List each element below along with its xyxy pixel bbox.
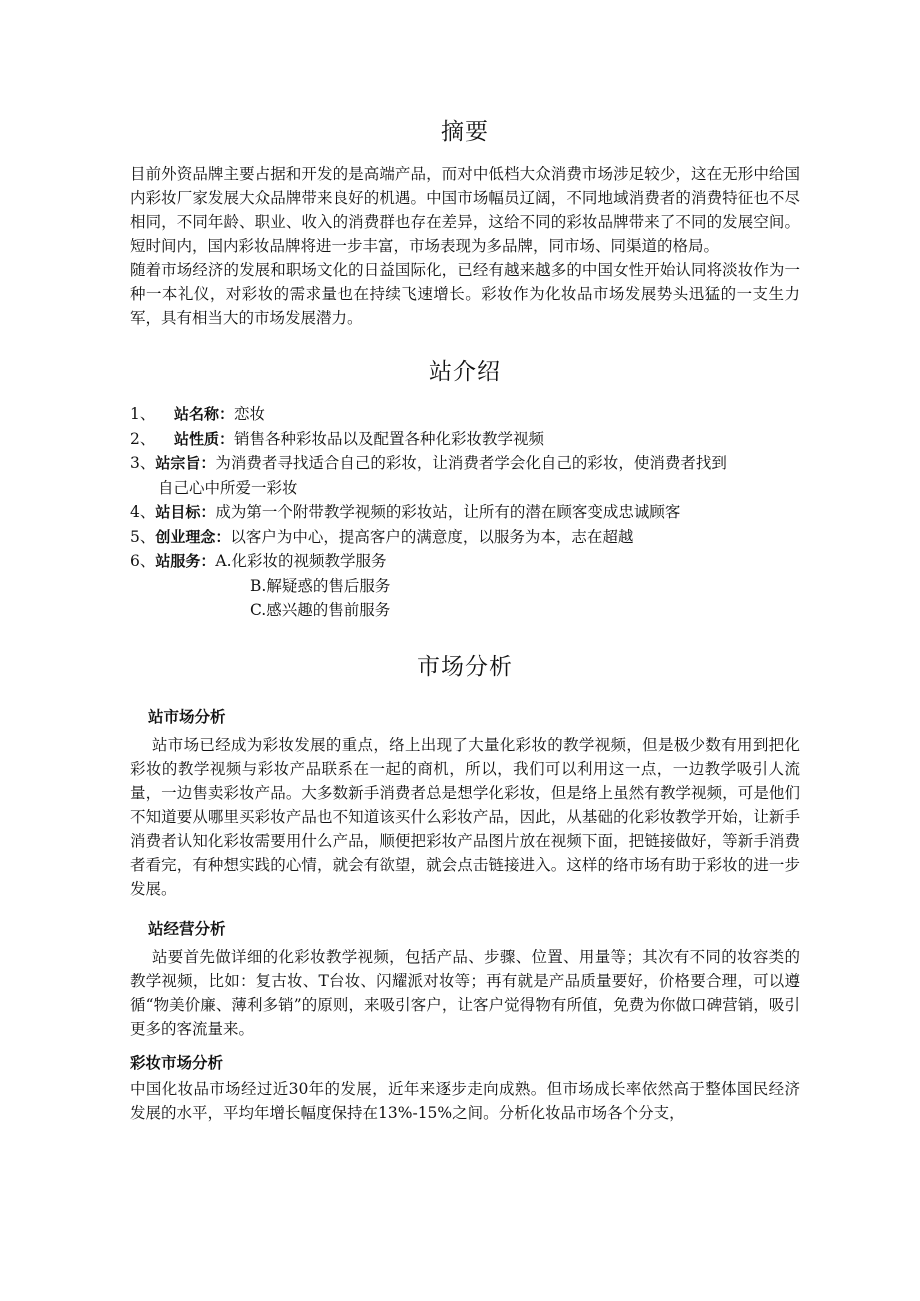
item-continuation: 自己心中所爱一彩妆 bbox=[158, 478, 298, 497]
site-operation-heading: 站经营分析 bbox=[148, 919, 226, 938]
list-item bbox=[130, 500, 800, 525]
item-number: 6、 bbox=[130, 552, 156, 570]
item-label: 站宗旨 bbox=[155, 454, 201, 472]
list-item bbox=[130, 525, 800, 550]
item-label: 创业理念 bbox=[155, 527, 216, 546]
cosmetics-market-heading: 彩妆市场分析 bbox=[130, 1053, 224, 1072]
service-item-b: B.解疑惑的售后服务 bbox=[250, 576, 391, 595]
item-separator: ： bbox=[219, 429, 235, 448]
cosmetics-market-paragraph: 中国化妆品市场经过近30年的发展，近年来逐步走向成熟。但市场成长率依然高于整体国民经济发展的水平，平均年增长幅度保持在13%-15%之间。分析化妆品市场各个分支， bbox=[130, 1079, 800, 1122]
item-text: 恋妆 bbox=[234, 405, 266, 423]
site-operation-paragraph: 站要首先做详细的化彩妆教学视频，包括产品、步骤、位置、用量等；其次有不同的妆容类的教学视频，比如：复古妆、T台妆、闪耀派对妆等；再有就是产品质量要好，价格要合理，可以遵循“物美价廉、薄利多销”的原则，来吸引客户，让客户觉得物有所值，免费为你做口碑营销，吸引更多的客流量来。 bbox=[130, 947, 800, 1038]
item-number: 3、 bbox=[130, 454, 156, 472]
item-text: 为消费者寻找适合自己的彩妆，让消费者学会化自己的彩妆，使消费者找到 bbox=[215, 454, 727, 472]
list-item bbox=[130, 451, 800, 500]
list-item bbox=[130, 402, 800, 427]
abstract-paragraph-2: 随着市场经济的发展和职场文化的日益国际化，已经有越来越多的中国女性开始认同将淡妆作为一种一本礼仪，对彩妆的需求量也在持续飞速增长。彩妆作为化妆品市场发展势头迅猛的一支生力军，具有相当大的市场发展潜力。 bbox=[130, 261, 800, 327]
item-label: 站性质 bbox=[174, 429, 220, 448]
item-separator: ： bbox=[200, 503, 216, 521]
site-market-paragraph: 站市场已经成为彩妆发展的重点，络上出现了大量化彩妆的教学视频，但是极少数有用到把化彩妆的教学视频与彩妆产品联系在一起的商机，所以，我们可以利用这一点，一边教学吸引人流量，一边售卖彩妆产品。大多数新手消费者总是想学化彩妆，但是络上虽然有教学视频，可是他们不知道要从哪里买彩妆产品也不知道该买什么彩妆产品，因此，从基础的化彩妆教学开始，让新手消费者认知化彩妆需要用什么产品，顺便把彩妆产品图片放在视频下面，把链接做好，等新手消费者看完，有种想实践的心情，就会有欲望，就会点击链接进入。这样的络市场有助于彩妆的进一步发展。 bbox=[130, 735, 800, 898]
abstract-title: 摘要 bbox=[441, 119, 489, 145]
item-text: A.化彩妆的视频教学服务 bbox=[215, 552, 387, 570]
item-label: 站服务 bbox=[155, 552, 201, 570]
item-label: 站名称 bbox=[174, 405, 220, 423]
abstract-paragraph-1: 目前外资品牌主要占据和开发的是高端产品，而对中低档大众消费市场涉足较少，这在无形中给国内彩妆厂家发展大众品牌带来良好的机遇。中国市场幅员辽阔，不同地域消费者的消费特征也不尽相同，不同年龄、职业、收入的消费群也存在差异，这给不同的彩妆品牌带来了不同的发展空间。短时间内，国内彩妆品牌将进一步丰富，市场表现为多品牌，同市场、同渠道的格局。 bbox=[130, 165, 800, 255]
item-number: 5、 bbox=[130, 527, 156, 546]
intro-list bbox=[130, 402, 800, 623]
item-text: 以客户为中心，提高客户的满意度，以服务为本，志在超越 bbox=[230, 527, 634, 546]
item-separator: ： bbox=[219, 405, 235, 423]
item-label: 站目标 bbox=[155, 503, 201, 521]
list-item bbox=[130, 427, 800, 452]
site-market-heading: 站市场分析 bbox=[148, 707, 226, 726]
item-number: 4、 bbox=[130, 503, 156, 521]
item-separator: ： bbox=[200, 454, 216, 472]
item-number: 1、 bbox=[130, 405, 156, 423]
item-text: 成为第一个附带教学视频的彩妆站，让所有的潜在顾客变成忠诚顾客 bbox=[215, 503, 681, 521]
document-body bbox=[130, 112, 800, 1125]
item-separator: ： bbox=[215, 527, 231, 546]
item-number: 2、 bbox=[130, 429, 156, 448]
list-item bbox=[130, 549, 800, 623]
service-item-c: C.感兴趣的售前服务 bbox=[250, 601, 391, 619]
item-text: 销售各种彩妆品以及配置各种化彩妆教学视频 bbox=[234, 429, 545, 448]
intro-title: 站介绍 bbox=[429, 359, 501, 385]
market-title: 市场分析 bbox=[417, 653, 513, 680]
item-separator: ： bbox=[200, 552, 216, 570]
